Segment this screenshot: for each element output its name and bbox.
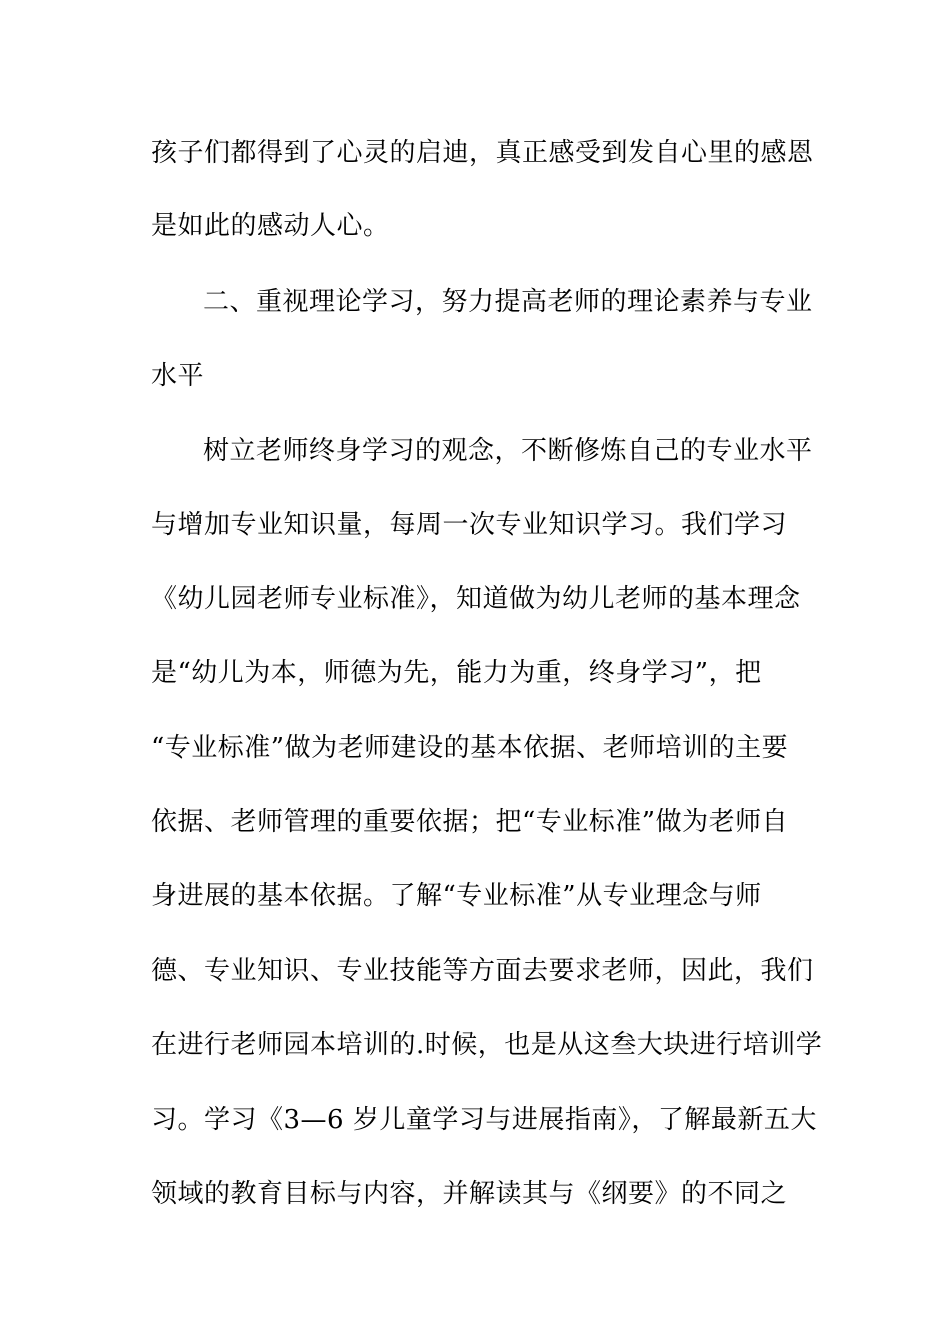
paragraph-line: 依据、老师管理的重要依据；把“专业标准”做为老师自 [151, 807, 789, 837]
paragraph-line: 与增加专业知识量，每周一次专业知识学习。我们学习 [151, 510, 788, 540]
paragraph-line: 习。学习《3—6 岁儿童学习与进展指南》，了解最新五大 [151, 1105, 817, 1135]
section-heading-line: 二、重视理论学习，努力提高老师的理论素养与专业 [203, 287, 813, 317]
paragraph-line: 领域的教育目标与内容，并解读其与《纲要》的不同之 [151, 1179, 788, 1209]
paragraph-line: 树立老师终身学习的观念，不断修炼自己的专业水平 [203, 436, 813, 466]
paragraph-line: 身进展的基本依据。了解“专业标准”从专业理念与师 [151, 881, 762, 911]
paragraph-line: 在进行老师园本培训的.时候，也是从这叁大块进行培训学 [151, 1030, 823, 1060]
paragraph-line: 德、专业知识、专业技能等方面去要求老师，因此，我们 [151, 956, 814, 986]
paragraph-line: “专业标准”做为老师建设的基本依据、老师培训的主要 [151, 733, 789, 763]
section-heading-line: 水平 [151, 361, 205, 391]
paragraph-line: 是“幼儿为本，师德为先，能力为重，终身学习”，把 [151, 658, 762, 688]
paragraph-line: 《幼儿园老师专业标准》，知道做为幼儿老师的基本理念 [151, 584, 801, 614]
paragraph-line: 是如此的感动人心。 [151, 211, 390, 241]
paragraph-line: 孩子们都得到了心灵的启迪，真正感受到发自心里的感恩 [151, 138, 814, 168]
